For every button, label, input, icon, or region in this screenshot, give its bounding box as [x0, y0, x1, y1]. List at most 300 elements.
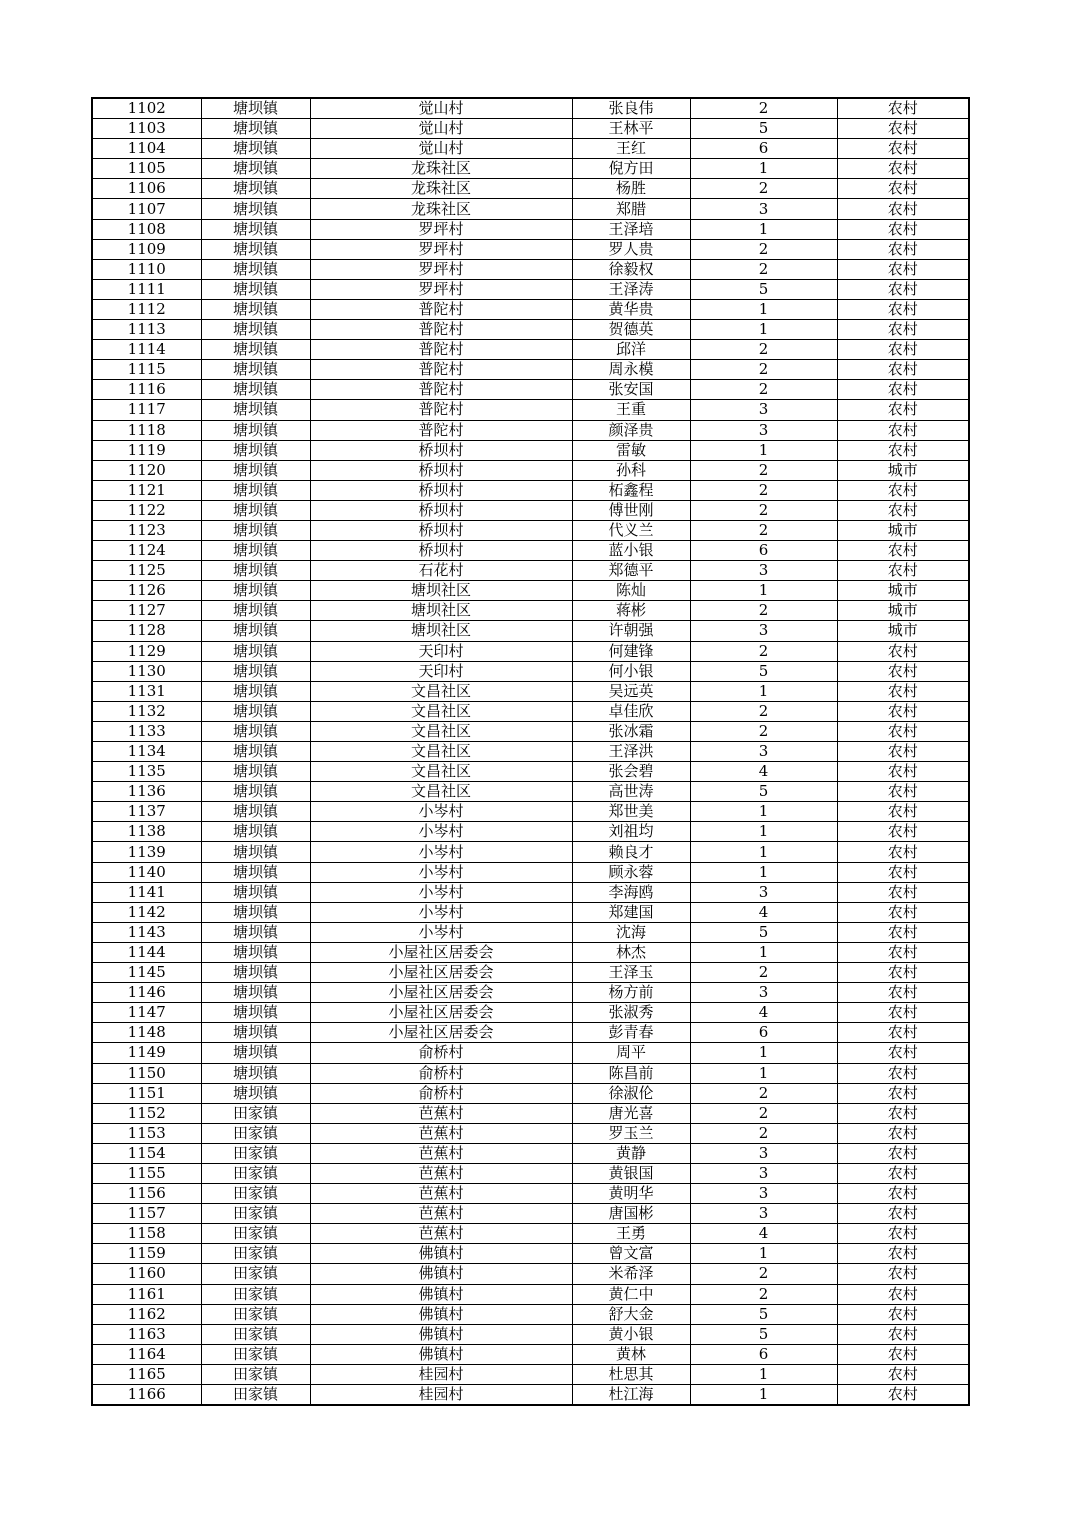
serial-number-cell: 1117 [92, 400, 201, 420]
serial-number-cell: 1134 [92, 742, 201, 762]
village-cell: 龙珠社区 [310, 199, 572, 219]
area-type-cell: 农村 [837, 1043, 969, 1063]
serial-number-cell: 1126 [92, 581, 201, 601]
household-size-cell: 1 [690, 581, 837, 601]
serial-number-cell: 1163 [92, 1324, 201, 1344]
area-type-cell: 农村 [837, 561, 969, 581]
serial-number-cell: 1125 [92, 561, 201, 581]
name-cell: 沈海 [572, 922, 690, 942]
village-cell: 罗坪村 [310, 259, 572, 279]
household-size-cell: 6 [690, 1344, 837, 1364]
area-type-cell: 农村 [837, 279, 969, 299]
table-row [92, 1023, 969, 1043]
household-size-cell: 2 [690, 360, 837, 380]
village-cell: 罗坪村 [310, 219, 572, 239]
household-size-cell: 2 [690, 239, 837, 259]
table-row [92, 581, 969, 601]
town-cell: 塘坝镇 [201, 882, 310, 902]
table-row [92, 440, 969, 460]
town-cell: 塘坝镇 [201, 460, 310, 480]
household-size-cell: 3 [690, 561, 837, 581]
town-cell: 塘坝镇 [201, 179, 310, 199]
area-type-cell: 农村 [837, 862, 969, 882]
household-size-cell: 1 [690, 1385, 837, 1406]
town-cell: 田家镇 [201, 1385, 310, 1406]
name-cell: 李海鸥 [572, 882, 690, 902]
area-type-cell: 农村 [837, 701, 969, 721]
area-type-cell: 农村 [837, 1163, 969, 1183]
name-cell: 何建锋 [572, 641, 690, 661]
name-cell: 米希泽 [572, 1264, 690, 1284]
table-row [92, 340, 969, 360]
village-cell: 小岑村 [310, 802, 572, 822]
town-cell: 田家镇 [201, 1163, 310, 1183]
town-cell: 塘坝镇 [201, 902, 310, 922]
town-cell: 田家镇 [201, 1224, 310, 1244]
name-cell: 郑世美 [572, 802, 690, 822]
name-cell: 王泽洪 [572, 742, 690, 762]
household-size-cell: 1 [690, 842, 837, 862]
area-type-cell: 农村 [837, 1003, 969, 1023]
household-size-cell: 5 [690, 119, 837, 139]
area-type-cell: 城市 [837, 621, 969, 641]
name-cell: 贺德英 [572, 320, 690, 340]
area-type-cell: 农村 [837, 1244, 969, 1264]
area-type-cell: 农村 [837, 822, 969, 842]
area-type-cell: 农村 [837, 219, 969, 239]
serial-number-cell: 1136 [92, 782, 201, 802]
area-type-cell: 农村 [837, 842, 969, 862]
town-cell: 塘坝镇 [201, 380, 310, 400]
town-cell: 塘坝镇 [201, 480, 310, 500]
village-cell: 塘坝社区 [310, 621, 572, 641]
area-type-cell: 农村 [837, 179, 969, 199]
serial-number-cell: 1110 [92, 259, 201, 279]
household-size-cell: 2 [690, 98, 837, 119]
area-type-cell: 农村 [837, 742, 969, 762]
table-row [92, 922, 969, 942]
household-size-cell: 2 [690, 701, 837, 721]
town-cell: 田家镇 [201, 1364, 310, 1384]
town-cell: 塘坝镇 [201, 199, 310, 219]
household-size-cell: 1 [690, 320, 837, 340]
name-cell: 代义兰 [572, 520, 690, 540]
serial-number-cell: 1122 [92, 500, 201, 520]
town-cell: 塘坝镇 [201, 360, 310, 380]
household-size-cell: 2 [690, 460, 837, 480]
village-cell: 天印村 [310, 641, 572, 661]
area-type-cell: 农村 [837, 541, 969, 561]
household-size-cell: 3 [690, 1204, 837, 1224]
table-row [92, 721, 969, 741]
area-type-cell: 农村 [837, 159, 969, 179]
town-cell: 塘坝镇 [201, 842, 310, 862]
area-type-cell: 农村 [837, 1123, 969, 1143]
household-size-cell: 3 [690, 420, 837, 440]
household-size-cell: 1 [690, 440, 837, 460]
village-cell: 小岑村 [310, 882, 572, 902]
town-cell: 塘坝镇 [201, 762, 310, 782]
town-cell: 塘坝镇 [201, 641, 310, 661]
town-cell: 塘坝镇 [201, 440, 310, 460]
table-row [92, 520, 969, 540]
table-row [92, 963, 969, 983]
serial-number-cell: 1151 [92, 1083, 201, 1103]
name-cell: 王泽涛 [572, 279, 690, 299]
town-cell: 田家镇 [201, 1103, 310, 1123]
village-cell: 小岑村 [310, 842, 572, 862]
name-cell: 黄小银 [572, 1324, 690, 1344]
town-cell: 塘坝镇 [201, 822, 310, 842]
area-type-cell: 农村 [837, 1083, 969, 1103]
table-row [92, 239, 969, 259]
table-row [92, 420, 969, 440]
name-cell: 郑腊 [572, 199, 690, 219]
serial-number-cell: 1144 [92, 942, 201, 962]
serial-number-cell: 1153 [92, 1123, 201, 1143]
table-row [92, 1224, 969, 1244]
household-size-cell: 4 [690, 902, 837, 922]
area-type-cell: 农村 [837, 480, 969, 500]
table-row [92, 681, 969, 701]
serial-number-cell: 1118 [92, 420, 201, 440]
name-cell: 柘鑫程 [572, 480, 690, 500]
household-size-cell: 5 [690, 922, 837, 942]
area-type-cell: 农村 [837, 1224, 969, 1244]
serial-number-cell: 1113 [92, 320, 201, 340]
serial-number-cell: 1116 [92, 380, 201, 400]
town-cell: 塘坝镇 [201, 320, 310, 340]
table-row [92, 762, 969, 782]
name-cell: 周永模 [572, 360, 690, 380]
serial-number-cell: 1157 [92, 1204, 201, 1224]
town-cell: 塘坝镇 [201, 681, 310, 701]
household-size-cell: 2 [690, 480, 837, 500]
area-type-cell: 农村 [837, 922, 969, 942]
household-size-cell: 1 [690, 681, 837, 701]
records-table [91, 97, 970, 1406]
serial-number-cell: 1158 [92, 1224, 201, 1244]
name-cell: 蓝小银 [572, 541, 690, 561]
village-cell: 文昌社区 [310, 721, 572, 741]
records-table-body [92, 98, 969, 1405]
household-size-cell: 4 [690, 1003, 837, 1023]
serial-number-cell: 1111 [92, 279, 201, 299]
village-cell: 小岑村 [310, 862, 572, 882]
name-cell: 赖良才 [572, 842, 690, 862]
village-cell: 石花村 [310, 561, 572, 581]
area-type-cell: 城市 [837, 520, 969, 540]
town-cell: 塘坝镇 [201, 1023, 310, 1043]
name-cell: 郑德平 [572, 561, 690, 581]
name-cell: 唐国彬 [572, 1204, 690, 1224]
table-row [92, 1063, 969, 1083]
town-cell: 塘坝镇 [201, 299, 310, 319]
table-row [92, 279, 969, 299]
serial-number-cell: 1128 [92, 621, 201, 641]
table-row [92, 480, 969, 500]
village-cell: 普陀村 [310, 299, 572, 319]
serial-number-cell: 1154 [92, 1143, 201, 1163]
town-cell: 塘坝镇 [201, 782, 310, 802]
serial-number-cell: 1141 [92, 882, 201, 902]
table-row [92, 299, 969, 319]
village-cell: 佛镇村 [310, 1244, 572, 1264]
town-cell: 田家镇 [201, 1244, 310, 1264]
household-size-cell: 5 [690, 782, 837, 802]
name-cell: 黄静 [572, 1143, 690, 1163]
household-size-cell: 3 [690, 742, 837, 762]
area-type-cell: 农村 [837, 1184, 969, 1204]
household-size-cell: 1 [690, 299, 837, 319]
table-row [92, 862, 969, 882]
name-cell: 徐淑伦 [572, 1083, 690, 1103]
area-type-cell: 农村 [837, 721, 969, 741]
name-cell: 张冰霜 [572, 721, 690, 741]
household-size-cell: 2 [690, 601, 837, 621]
area-type-cell: 农村 [837, 400, 969, 420]
name-cell: 彭青春 [572, 1023, 690, 1043]
name-cell: 王泽玉 [572, 963, 690, 983]
table-row [92, 159, 969, 179]
household-size-cell: 3 [690, 621, 837, 641]
household-size-cell: 6 [690, 1023, 837, 1043]
name-cell: 孙科 [572, 460, 690, 480]
area-type-cell: 农村 [837, 1284, 969, 1304]
area-type-cell: 农村 [837, 902, 969, 922]
serial-number-cell: 1132 [92, 701, 201, 721]
village-cell: 芭蕉村 [310, 1143, 572, 1163]
serial-number-cell: 1129 [92, 641, 201, 661]
village-cell: 文昌社区 [310, 762, 572, 782]
serial-number-cell: 1160 [92, 1264, 201, 1284]
table-row [92, 822, 969, 842]
serial-number-cell: 1108 [92, 219, 201, 239]
serial-number-cell: 1148 [92, 1023, 201, 1043]
area-type-cell: 农村 [837, 259, 969, 279]
village-cell: 佛镇村 [310, 1264, 572, 1284]
table-row [92, 259, 969, 279]
area-type-cell: 农村 [837, 1143, 969, 1163]
table-row [92, 179, 969, 199]
village-cell: 罗坪村 [310, 239, 572, 259]
serial-number-cell: 1152 [92, 1103, 201, 1123]
household-size-cell: 1 [690, 1244, 837, 1264]
household-size-cell: 1 [690, 1063, 837, 1083]
area-type-cell: 农村 [837, 380, 969, 400]
village-cell: 小屋社区居委会 [310, 983, 572, 1003]
name-cell: 刘祖均 [572, 822, 690, 842]
table-row [92, 1344, 969, 1364]
area-type-cell: 农村 [837, 199, 969, 219]
household-size-cell: 2 [690, 1284, 837, 1304]
name-cell: 黄明华 [572, 1184, 690, 1204]
area-type-cell: 农村 [837, 420, 969, 440]
household-size-cell: 2 [690, 1083, 837, 1103]
town-cell: 塘坝镇 [201, 98, 310, 119]
area-type-cell: 农村 [837, 500, 969, 520]
area-type-cell: 农村 [837, 661, 969, 681]
village-cell: 小屋社区居委会 [310, 1003, 572, 1023]
village-cell: 俞桥村 [310, 1043, 572, 1063]
table-row [92, 1103, 969, 1123]
area-type-cell: 农村 [837, 983, 969, 1003]
name-cell: 颜泽贵 [572, 420, 690, 440]
table-row [92, 641, 969, 661]
serial-number-cell: 1106 [92, 179, 201, 199]
serial-number-cell: 1155 [92, 1163, 201, 1183]
town-cell: 田家镇 [201, 1184, 310, 1204]
town-cell: 塘坝镇 [201, 340, 310, 360]
table-row [92, 98, 969, 119]
village-cell: 觉山村 [310, 139, 572, 159]
area-type-cell: 农村 [837, 320, 969, 340]
serial-number-cell: 1112 [92, 299, 201, 319]
household-size-cell: 1 [690, 1364, 837, 1384]
town-cell: 田家镇 [201, 1284, 310, 1304]
town-cell: 塘坝镇 [201, 1003, 310, 1023]
table-row [92, 1184, 969, 1204]
household-size-cell: 2 [690, 259, 837, 279]
household-size-cell: 5 [690, 661, 837, 681]
household-size-cell: 2 [690, 1123, 837, 1143]
village-cell: 小屋社区居委会 [310, 1023, 572, 1043]
table-row [92, 1204, 969, 1224]
table-row [92, 139, 969, 159]
table-row [92, 1043, 969, 1063]
area-type-cell: 农村 [837, 139, 969, 159]
household-size-cell: 2 [690, 641, 837, 661]
area-type-cell: 农村 [837, 782, 969, 802]
village-cell: 普陀村 [310, 380, 572, 400]
name-cell: 罗人贵 [572, 239, 690, 259]
town-cell: 塘坝镇 [201, 802, 310, 822]
area-type-cell: 农村 [837, 1304, 969, 1324]
household-size-cell: 3 [690, 1163, 837, 1183]
village-cell: 佛镇村 [310, 1304, 572, 1324]
town-cell: 塘坝镇 [201, 701, 310, 721]
town-cell: 塘坝镇 [201, 500, 310, 520]
table-row [92, 1244, 969, 1264]
table-row [92, 360, 969, 380]
town-cell: 塘坝镇 [201, 1063, 310, 1083]
town-cell: 塘坝镇 [201, 219, 310, 239]
village-cell: 龙珠社区 [310, 179, 572, 199]
serial-number-cell: 1119 [92, 440, 201, 460]
area-type-cell: 农村 [837, 762, 969, 782]
town-cell: 塘坝镇 [201, 922, 310, 942]
area-type-cell: 城市 [837, 460, 969, 480]
area-type-cell: 农村 [837, 1344, 969, 1364]
table-row [92, 1123, 969, 1143]
household-size-cell: 3 [690, 1184, 837, 1204]
area-type-cell: 农村 [837, 239, 969, 259]
village-cell: 桂园村 [310, 1364, 572, 1384]
household-size-cell: 2 [690, 963, 837, 983]
village-cell: 佛镇村 [310, 1344, 572, 1364]
name-cell: 黄仁中 [572, 1284, 690, 1304]
village-cell: 小岑村 [310, 922, 572, 942]
area-type-cell: 农村 [837, 1204, 969, 1224]
name-cell: 何小银 [572, 661, 690, 681]
village-cell: 佛镇村 [310, 1324, 572, 1344]
village-cell: 芭蕉村 [310, 1204, 572, 1224]
serial-number-cell: 1123 [92, 520, 201, 540]
household-size-cell: 2 [690, 340, 837, 360]
area-type-cell: 农村 [837, 340, 969, 360]
village-cell: 桥坝村 [310, 440, 572, 460]
town-cell: 塘坝镇 [201, 862, 310, 882]
household-size-cell: 1 [690, 862, 837, 882]
household-size-cell: 2 [690, 721, 837, 741]
serial-number-cell: 1109 [92, 239, 201, 259]
name-cell: 卓佳欣 [572, 701, 690, 721]
serial-number-cell: 1133 [92, 721, 201, 741]
serial-number-cell: 1137 [92, 802, 201, 822]
village-cell: 芭蕉村 [310, 1123, 572, 1143]
area-type-cell: 农村 [837, 882, 969, 902]
area-type-cell: 农村 [837, 1023, 969, 1043]
serial-number-cell: 1103 [92, 119, 201, 139]
village-cell: 塘坝社区 [310, 581, 572, 601]
name-cell: 陈灿 [572, 581, 690, 601]
household-size-cell: 1 [690, 802, 837, 822]
serial-number-cell: 1139 [92, 842, 201, 862]
village-cell: 普陀村 [310, 420, 572, 440]
household-size-cell: 5 [690, 1324, 837, 1344]
town-cell: 塘坝镇 [201, 721, 310, 741]
village-cell: 文昌社区 [310, 742, 572, 762]
serial-number-cell: 1156 [92, 1184, 201, 1204]
household-size-cell: 3 [690, 1143, 837, 1163]
serial-number-cell: 1142 [92, 902, 201, 922]
name-cell: 王林平 [572, 119, 690, 139]
town-cell: 塘坝镇 [201, 661, 310, 681]
household-size-cell: 3 [690, 983, 837, 1003]
area-type-cell: 农村 [837, 963, 969, 983]
name-cell: 张会碧 [572, 762, 690, 782]
serial-number-cell: 1114 [92, 340, 201, 360]
serial-number-cell: 1120 [92, 460, 201, 480]
name-cell: 陈昌前 [572, 1063, 690, 1083]
household-size-cell: 3 [690, 199, 837, 219]
serial-number-cell: 1149 [92, 1043, 201, 1063]
serial-number-cell: 1162 [92, 1304, 201, 1324]
town-cell: 塘坝镇 [201, 159, 310, 179]
town-cell: 塘坝镇 [201, 1043, 310, 1063]
name-cell: 舒大金 [572, 1304, 690, 1324]
table-row [92, 1284, 969, 1304]
serial-number-cell: 1107 [92, 199, 201, 219]
name-cell: 张良伟 [572, 98, 690, 119]
town-cell: 田家镇 [201, 1264, 310, 1284]
town-cell: 塘坝镇 [201, 1083, 310, 1103]
table-row [92, 1364, 969, 1384]
table-row [92, 1385, 969, 1406]
area-type-cell: 农村 [837, 942, 969, 962]
serial-number-cell: 1127 [92, 601, 201, 621]
name-cell: 吴远英 [572, 681, 690, 701]
serial-number-cell: 1164 [92, 1344, 201, 1364]
table-row [92, 661, 969, 681]
name-cell: 蒋彬 [572, 601, 690, 621]
household-size-cell: 6 [690, 541, 837, 561]
serial-number-cell: 1143 [92, 922, 201, 942]
village-cell: 桥坝村 [310, 460, 572, 480]
town-cell: 田家镇 [201, 1304, 310, 1324]
town-cell: 田家镇 [201, 1204, 310, 1224]
household-size-cell: 3 [690, 400, 837, 420]
